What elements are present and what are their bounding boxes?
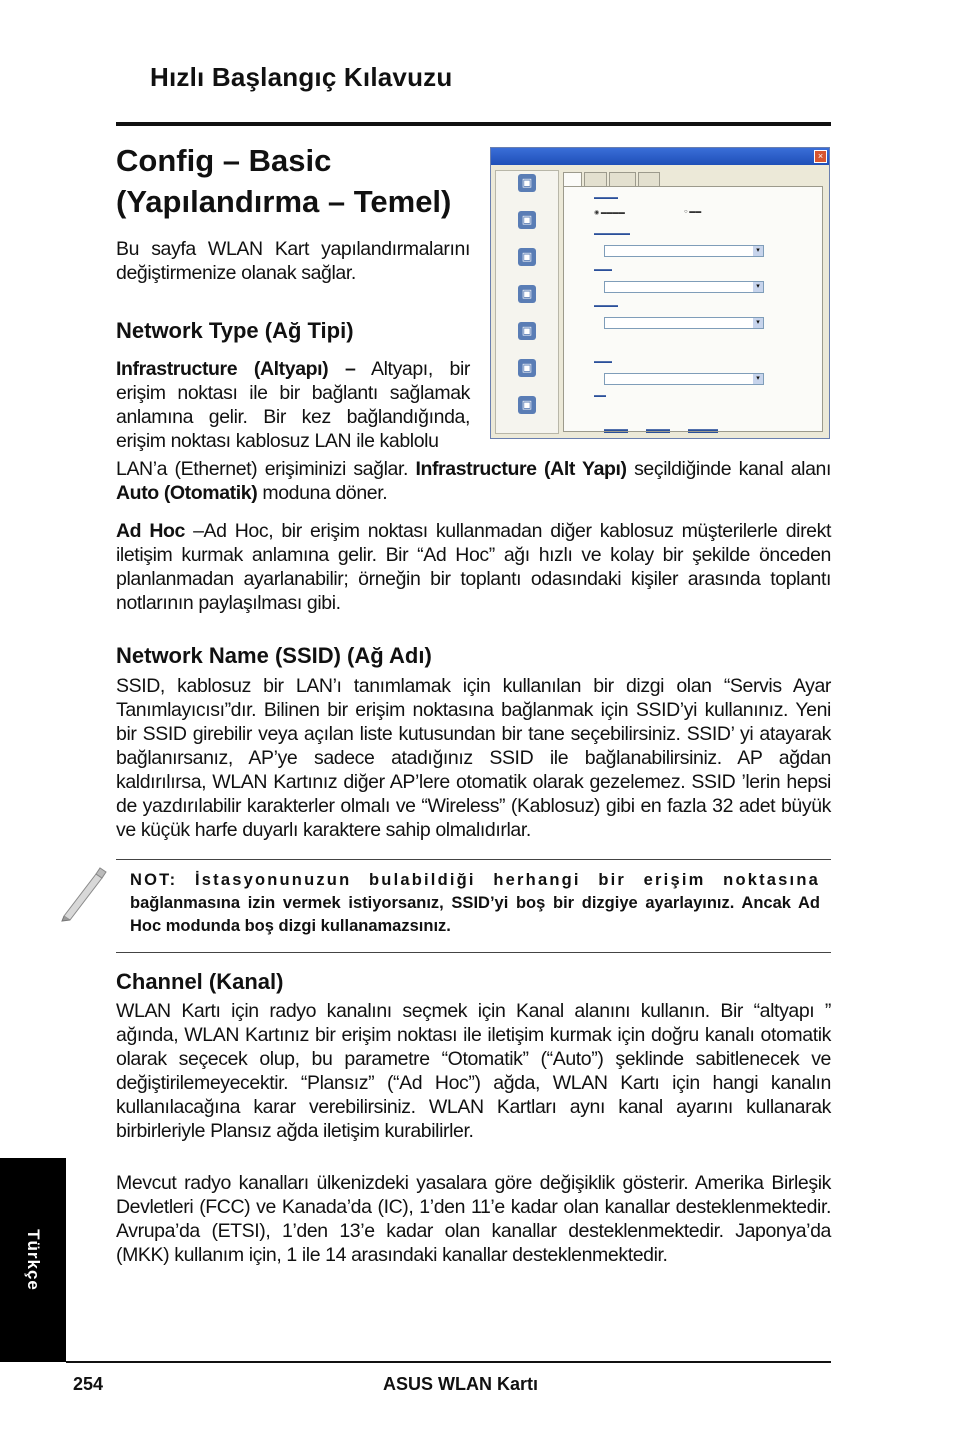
- sidebar-item: [496, 359, 558, 393]
- infrastructure-label: Infrastructure (Altyapı) –: [116, 358, 356, 380]
- header-divider: [116, 122, 831, 126]
- screenshot-tab-body: [563, 186, 823, 432]
- screenshot-sidebar: [495, 170, 559, 434]
- screenshot-label: ▬▬▬: [594, 267, 612, 273]
- screenshot-panel: [563, 172, 823, 432]
- screenshot-radio: ○ ▬▬: [684, 209, 702, 215]
- note-bottom-rule: [116, 952, 831, 953]
- footer-title: ASUS WLAN Kartı: [383, 1374, 539, 1394]
- screenshot-tabs: [563, 172, 823, 186]
- sidebar-item: [496, 396, 558, 430]
- page-title-line2: (Yapılandırma – Temel): [116, 184, 452, 219]
- channel-paragraph-2: Mevcut radyo kanalları ülkenizdeki yasalara göre değişiklik gösterir. Amerika Birleşik Devletleri (FCC) ve Kanada’da (IC), 1’den 11’e kadar olan kanallar desteklenmektedir. Avrupa’da (ETSI), 1’den 13’e kadar olan kanallar desteklenmektedir. Japonya’da (MKK) kullanım için, 1 ile 14 arasındaki kanallar desteklenmektedir.: [116, 1172, 831, 1266]
- intro-text: Bu sayfa WLAN Kart yapılandırmalarını değiştirmenize olanak sağlar.: [116, 238, 470, 284]
- pen-icon: [56, 866, 108, 922]
- infrastructure-text-continued: [116, 457, 831, 505]
- settings-icon: ▣: [518, 359, 536, 377]
- footer-divider: [66, 1361, 831, 1363]
- page-title-line1: Config – Basic: [116, 143, 332, 178]
- adhoc-text: [116, 519, 831, 615]
- infrastructure-bold-3: Auto (Otomatik): [116, 482, 258, 504]
- header-title: Hızlı Başlangıç Kılavuzu: [150, 62, 453, 92]
- status-icon: ▣: [518, 174, 536, 192]
- screenshot-link: ▬▬▬▬▬: [688, 427, 718, 433]
- screenshot-label: ▬▬▬▬▬▬: [594, 231, 630, 237]
- sidebar-item: [496, 174, 558, 208]
- screenshot-link: ▬▬▬▬: [604, 427, 628, 433]
- survey-icon: ▣: [518, 248, 536, 266]
- sidebar-item: [496, 285, 558, 319]
- screenshot-label: ▬▬▬▬: [594, 195, 618, 201]
- network-name-heading: Network Name (SSID) (Ağ Adı): [116, 643, 432, 668]
- screenshot-links: [604, 427, 718, 433]
- infrastructure-desc-2: LAN’a (Ethernet) erişiminizi sağlar.: [116, 458, 416, 480]
- channel-heading: Channel (Kanal): [116, 969, 284, 994]
- exit-icon: ▣: [518, 396, 536, 414]
- adhoc-desc: –Ad Hoc, bir erişim noktası kullanmadan diğer kablosuz müşterilerle direkt iletişim kurmak anlamına gelir. Bir “Ad Hoc” ağı hızlı ve kolay bir şekilde önceden planlanmadan ayarlanabilir; örneğin bir toplantı odasındaki kişiler arasında toplantı notlarının paylaşılması gibi.: [116, 520, 831, 614]
- infrastructure-desc: Altyapı, bir erişim noktası ile bir bağlantı sağlamak anlamına gelir. Bir kez bağlandığında, erişim noktası kablosuz LAN ile kablolu: [116, 358, 471, 452]
- screenshot-label: ▬▬▬▬: [594, 303, 618, 309]
- screenshot-tab: [638, 172, 660, 186]
- about-icon: ▣: [518, 285, 536, 303]
- link-icon: ▣: [518, 322, 536, 340]
- screenshot-field: [604, 281, 764, 293]
- screenshot-tab: [609, 172, 636, 186]
- config-icon: ▣: [518, 211, 536, 229]
- screenshot-field: [604, 317, 764, 329]
- page-number: 254: [73, 1374, 104, 1394]
- note-lead: NOT: İstasyonunuzun bulabildiği herhangi bir erişim noktasına: [130, 871, 820, 889]
- screenshot-titlebar: [491, 148, 829, 165]
- note-rest: bağlanmasına izin vermek istiyorsanız, SSID’yi boş bir dizgiye ayarlayınız. Ancak Ad Hoc modunda boş dizgi kullanamazsınız.: [130, 894, 820, 935]
- network-name-text: SSID, kablosuz bir LAN’ı tanımlamak için kullanılan bir dizgi olan “Servis Ayar Tanımlayıcısı”dır. Bilinen bir erişim noktasına bağlanmak için SSID’yi kullanınız. Yeni bir SSID girebilir veya açılan liste kutusundan bir tane seçebilirsiniz. SSID’ yi atayarak bağlanırsanız, AP’ye sadece atadığınız SSID ile bağlanabilirsiniz. AP ağdan kaldırılırsa, WLAN Kartınız diğer AP’lere otomatik olarak gezelemez. SSID ’lerin hepsi de yazdırılabilir karakterler olmalı ve “Wireless” (Kablosuz) gibi en fazla 32 adet büyük ve küçük harfe duyarlı karaktere sahip olmalıdırlar.: [116, 675, 831, 841]
- screenshot-label: ▬▬: [594, 393, 606, 399]
- network-type-heading: Network Type (Ağ Tipi): [116, 318, 354, 343]
- channel-paragraph-1: WLAN Kartı için radyo kanalını seçmek için Kanal alanını kullanın. Bir “altyapı ” ağında, WLAN Kartınız bir erişim noktası ile iletişim kurmak için doğru kanalı otomatik olarak seçecek olup, bu parametre “Otomatik” (“Auto”) şeklinde sabitlenecek ve değiştirilemeyecektir. “Plansız” (“Ad Hoc”) ağda, WLAN Kartı için hangi kanalın kullanılacağına karar verebilirsiniz. WLAN Kartları aynı kanal ayarını kullanarak birbirleriyle Plansız ağda iletişim kurabilirler.: [116, 1000, 831, 1142]
- infrastructure-desc-3: seçildiğinde kanal alanı: [626, 458, 831, 480]
- screenshot-label: ▬▬▬: [594, 359, 612, 365]
- sidebar-item: [496, 211, 558, 245]
- adhoc-label: Ad Hoc: [116, 520, 185, 542]
- screenshot-field: [604, 373, 764, 385]
- close-icon: ×: [814, 150, 827, 163]
- screenshot-field: [604, 245, 764, 257]
- screenshot-radio: ◉ ▬▬▬▬: [594, 210, 625, 216]
- config-basic-screenshot: [490, 147, 830, 439]
- infrastructure-desc-4: moduna döner.: [257, 482, 388, 504]
- screenshot-tab: [563, 172, 582, 186]
- infrastructure-bold-2: Infrastructure (Alt Yapı): [415, 458, 627, 480]
- sidebar-item: [496, 322, 558, 356]
- note-text: [130, 869, 820, 938]
- note-top-rule: [116, 859, 831, 860]
- screenshot-tab: [584, 172, 608, 186]
- language-label: Türkçe: [24, 1229, 43, 1291]
- sidebar-item: [496, 248, 558, 282]
- page-title: [116, 140, 486, 222]
- infrastructure-text: [116, 357, 470, 453]
- screenshot-link: ▬▬▬▬: [646, 427, 670, 433]
